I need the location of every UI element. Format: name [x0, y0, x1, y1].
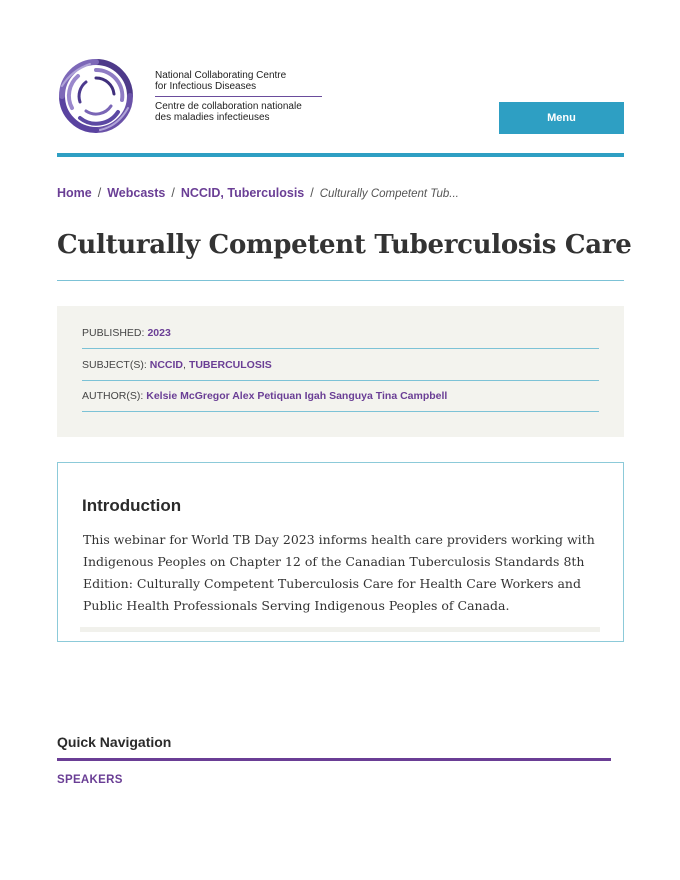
breadcrumb-separator: /	[97, 186, 102, 200]
quick-navigation-divider	[57, 758, 611, 761]
title-divider	[57, 280, 624, 281]
breadcrumb	[57, 186, 624, 200]
meta-subjects-row	[82, 349, 599, 381]
meta-authors-link[interactable]: Kelsie McGregor Alex Petiquan Igah Sanguya Tina Campbell	[146, 389, 448, 402]
meta-subject-tuberculosis-link[interactable]: TUBERCULOSIS	[188, 358, 272, 371]
breadcrumb-home-link[interactable]: Home	[57, 186, 92, 200]
org-name-en-line1: National Collaborating Centre	[155, 70, 287, 81]
meta-subject-nccid-link[interactable]: NCCID	[149, 358, 184, 371]
introduction-footer-strip	[80, 627, 600, 632]
quick-navigation-title: Quick Navigation	[57, 734, 172, 750]
meta-subjects-label: SUBJECT(S):	[82, 358, 147, 371]
meta-published-label: PUBLISHED:	[82, 326, 145, 339]
introduction-text: This webinar for World TB Day 2023 informs health care providers working with Indigenous Peoples on Chapter 12 of the Canadian Tuberculosis Standards 8th Edition: Culturally Competent Tuberculosis Care for Health Care Workers and Public Health Professionals Serving Indigenous Peoples of Canada.	[83, 532, 595, 613]
breadcrumb-webcasts-link[interactable]: Webcasts	[107, 186, 166, 200]
org-name-divider	[155, 96, 322, 97]
org-name-fr-line1: Centre de collaboration nationale	[155, 101, 302, 112]
meta-published-row	[82, 317, 599, 349]
breadcrumb-separator: /	[310, 186, 314, 200]
org-name-english	[155, 70, 325, 92]
meta-published-link[interactable]: 2023	[147, 326, 171, 339]
header-divider	[57, 153, 624, 157]
nccid-logo-icon[interactable]	[56, 56, 136, 136]
page-title: Culturally Competent Tuberculosis Care	[57, 230, 632, 260]
meta-subject-separator: ,	[183, 358, 186, 371]
breadcrumb-current: Culturally Competent Tub...	[319, 188, 459, 200]
breadcrumb-topics-link[interactable]: NCCID, Tuberculosis	[180, 186, 305, 200]
menu-button[interactable]: Menu	[499, 102, 624, 134]
quick-nav-speakers-link[interactable]: SPEAKERS	[57, 774, 123, 786]
org-name-en-line2: for Infectious Diseases	[155, 81, 257, 92]
org-name-fr-line2: des maladies infectieuses	[155, 112, 270, 123]
metadata-panel	[57, 306, 624, 437]
site-header	[0, 0, 680, 160]
org-name-french	[155, 101, 330, 123]
meta-authors-label: AUTHOR(S):	[82, 389, 144, 402]
meta-authors-row	[82, 380, 599, 412]
introduction-card	[57, 462, 624, 642]
breadcrumb-separator: /	[171, 186, 175, 200]
introduction-heading: Introduction	[82, 496, 182, 515]
